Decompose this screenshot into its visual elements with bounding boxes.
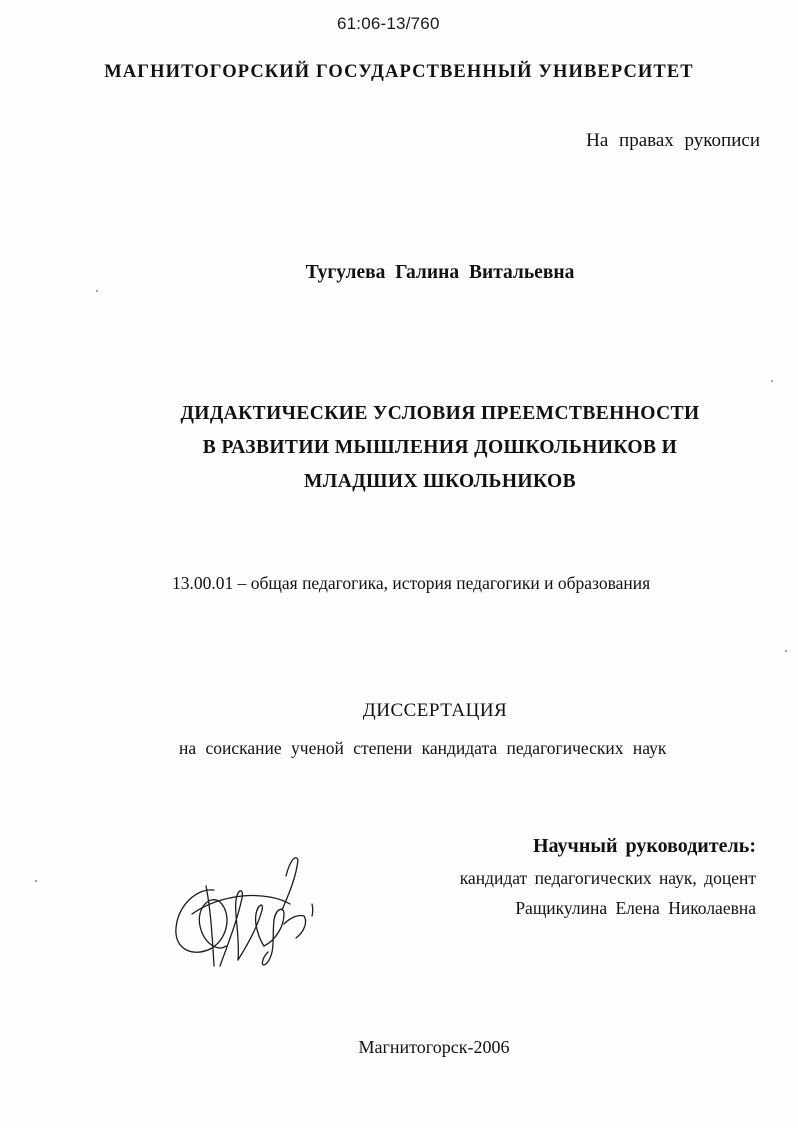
specialty-code: 13.00.01 – общая педагогика, история педагогики и образования: [172, 573, 651, 593]
supervisor-name: Ращикулина Елена Николаевна: [515, 898, 756, 918]
title-line: ДИДАКТИЧЕСКИЕ УСЛОВИЯ ПРЕЕМСТВЕННОСТИ: [180, 403, 700, 424]
title-line: МЛАДШИХ ШКОЛЬНИКОВ: [303, 471, 577, 492]
supervisor-degree: кандидат педагогических наук, доцент: [459, 868, 756, 888]
university-name: МАГНИТОГОРСКИЙ ГОСУДАРСТВЕННЫЙ УНИВЕРСИТЕТ: [104, 62, 694, 82]
document-type: ДИССЕРТАЦИЯ: [362, 700, 508, 721]
title-line: В РАЗВИТИИ МЫШЛЕНИЯ ДОШКОЛЬНИКОВ И: [202, 437, 678, 458]
supervisor-heading: Научный руководитель:: [533, 835, 756, 857]
catalog-code: 61:06-13/760: [337, 14, 440, 33]
scan-speck: [785, 650, 787, 652]
dissertation-title: [40, 397, 798, 499]
scan-speck: [771, 380, 773, 382]
city-year: Магнитогорск-2006: [358, 1037, 510, 1057]
manuscript-note: На правах рукописи: [586, 130, 760, 151]
scan-speck: [96, 290, 98, 292]
author-name: Тугулева Галина Витальевна: [305, 262, 575, 283]
degree-statement: на соискание ученой степени кандидата педагогических наук: [179, 738, 667, 758]
signature-image: [166, 848, 326, 978]
scan-speck: [35, 880, 37, 882]
